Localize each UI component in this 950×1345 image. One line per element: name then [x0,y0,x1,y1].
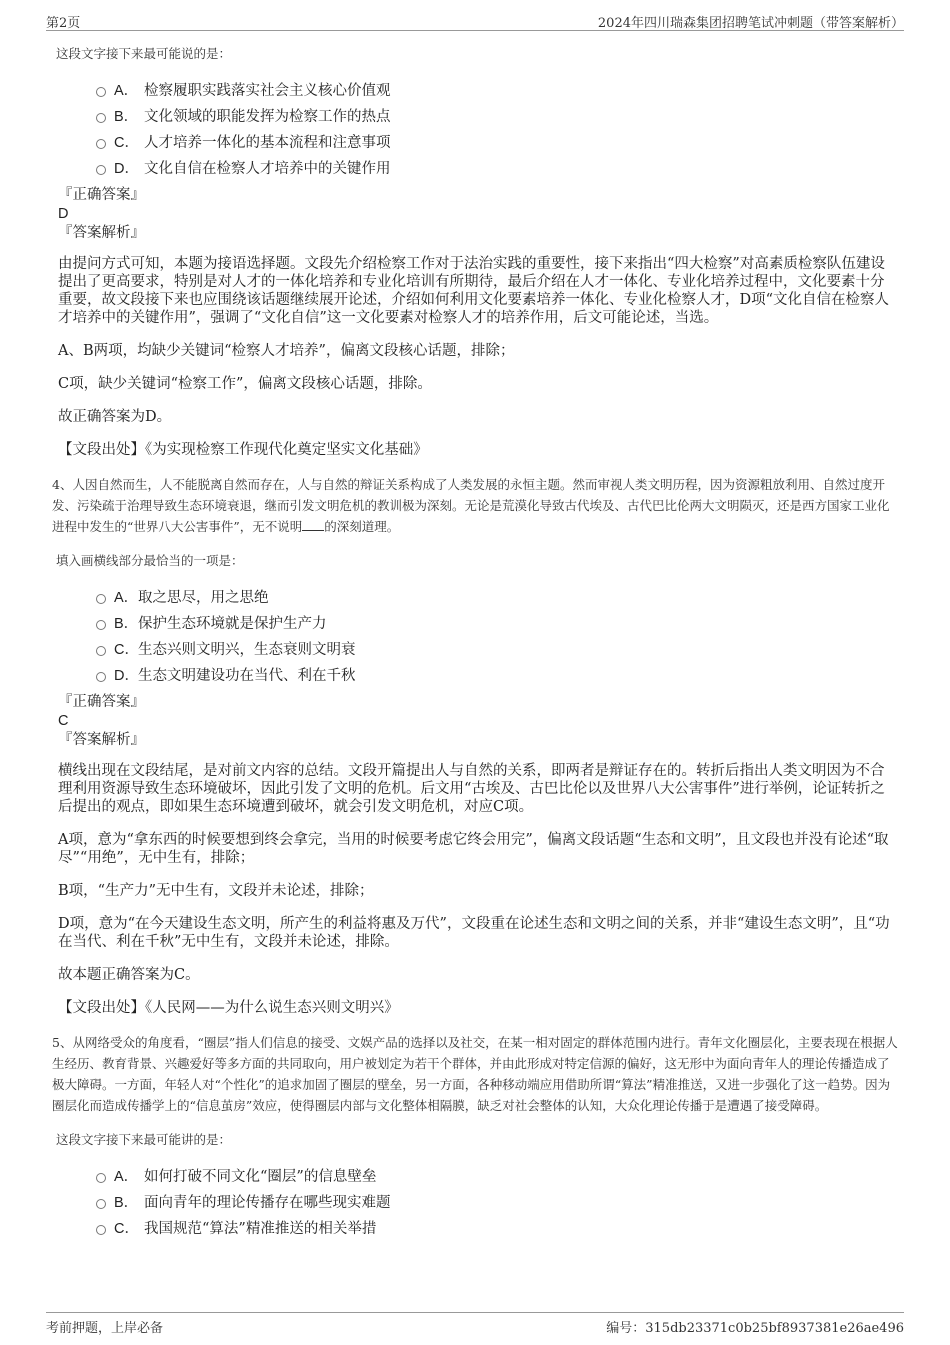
page-header [46,8,904,31]
option-letter: B． [114,108,139,125]
option-text: 取之思尽，用之思绝 [138,589,269,606]
option-letter: D． [114,160,139,177]
radio-icon[interactable] [96,594,106,604]
option-letter: B． [114,1194,139,1211]
document-title: 2024年四川瑞森集团招聘笔试冲刺题（带答案解析） [597,16,904,31]
option-letter: A． [114,589,139,606]
option-text: 检察履职实践落实社会主义核心价值观 [144,82,391,99]
q3-analysis-conclusion: 故正确答案为D。 [58,409,172,425]
q4-prompt: 填入画横线部分最恰当的一项是： [56,553,244,568]
q4-option-d[interactable] [96,661,898,687]
radio-icon[interactable] [96,620,106,630]
q4-analysis-main: 横线出现在文段结尾，是对前文内容的总结。文段开篇提出人与自然的关系，即两者是辩证存在的。转折后指出人类文明因为不合理利用资源导致生态环境破坏，因此引发了文明的危机。后文用“古埃及、古巴比伦以及世界八大公害事件”进行举例，论证转折之后提出的观点，即如果生态环境遭到破坏，就会引发文明危机，对应C项。 [58,763,885,815]
q4-option-b[interactable] [96,609,898,635]
option-letter: A． [114,1168,139,1185]
option-text: 如何打破不同文化“圈层”的信息壁垒 [144,1168,377,1185]
option-text: 生态文明建设功在当代、利在千秋 [138,667,356,684]
option-text: 我国规范“算法”精准推送的相关举措 [144,1220,377,1237]
q3-analysis-c: C项，缺少关键词“检察工作”，偏离文段核心话题，排除。 [58,376,432,392]
footer-slogan: 考前押题，上岸必备 [46,1321,164,1336]
q4-blank [302,518,324,531]
q3-option-a[interactable] [96,76,898,102]
q5-option-a[interactable] [96,1162,898,1188]
option-text: 面向青年的理论传播存在哪些现实难题 [144,1194,391,1211]
option-text: 保护生态环境就是保护生产力 [138,615,327,632]
q5-options [96,1162,898,1240]
radio-icon[interactable] [96,672,106,682]
q4-options [96,583,898,687]
option-letter: C． [114,641,139,658]
option-text: 人才培养一体化的基本流程和注意事项 [144,134,391,151]
page-footer [46,1312,904,1337]
radio-icon[interactable] [96,87,106,97]
q3-option-c[interactable] [96,128,898,154]
q3-source: 【文段出处】《为实现检察工作现代化奠定坚实文化基础》 [58,442,428,458]
q3-analysis-label: 『答案解析』 [58,225,145,241]
radio-icon[interactable] [96,646,106,656]
q4-analysis-d: D项，意为“在今天建设生态文明，所产生的利益将惠及万代”，文段重在论述生态和文明之间的关系，并非“建设生态文明”，且“功在当代、利在千秋”无中生有，文段并未论述，排除。 [58,916,890,950]
q5-option-b[interactable] [96,1188,898,1214]
q4-stem [52,474,898,537]
q3-option-d[interactable] [96,154,898,180]
q5-stem: 5、从网络受众的角度看，“圈层”指人们信息的接受、文娱产品的选择以及社交，在某一相对固定的群体范围内进行。青年文化圈层化，主要表现在根据人生经历、教育背景、兴趣爱好等多方面的共同取向，用户被划定为若干个群体，并由此形成对特定信源的偏好，这无形中为面向青年人的理论传播造成了极大障碍。一方面，年轻人对“个性化”的追求加固了圈层的壁垒，另一方面，各种移动端应用借助所谓“算法”精准推送，又进一步强化了这一趋势。因为圈层化而造成传播学上的“信息茧房”效应，使得圈层内部与文化整体相隔膜，缺乏对社会整体的认知，大众化理论传播于是遭遇了接受障碍。 [52,1035,898,1113]
q3-option-b[interactable] [96,102,898,128]
q4-stem-end: 的深刻道理。 [324,519,400,534]
q4-option-a[interactable] [96,583,898,609]
option-text: 文化自信在检察人才培养中的关键作用 [144,160,391,177]
q4-analysis-conclusion: 故本题正确答案为C。 [58,967,200,983]
radio-icon[interactable] [96,1173,106,1183]
radio-icon[interactable] [96,1225,106,1235]
q4-analysis-a: A项，意为“拿东西的时候要想到终会拿完，当用的时候要考虑它终会用完”，偏离文段话题“生态和文明”，且文段也并没有论述“取尽”“用绝”，无中生有，排除； [58,832,889,866]
q3-options [96,76,898,180]
option-letter: C． [114,134,139,151]
q3-prompt: 这段文字接下来最可能说的是： [56,46,232,61]
radio-icon[interactable] [96,139,106,149]
radio-icon[interactable] [96,1199,106,1209]
q4-stem-text: 4、人因自然而生，人不能脱离自然而存在，人与自然的辩证关系构成了人类发展的永恒主题。然而审视人类文明历程，因为资源粗放利用、自然过度开发、污染疏于治理导致生态环境衰退，继而引发文明危机的教训极为深刻。无论是荒漠化导致古代埃及、古代巴比伦两大文明陨灭，还是西方国家工业化进程中发生的“世界八大公害事件”，无不说明 [52,477,890,534]
radio-icon[interactable] [96,113,106,123]
q5-prompt: 这段文字接下来最可能讲的是： [56,1132,232,1147]
option-letter: B． [114,615,139,632]
q3-analysis-ab: A、B两项，均缺少关键词“检察人才培养”，偏离文段核心话题，排除； [58,343,515,359]
option-letter: A． [114,82,139,99]
option-letter: C． [114,1220,139,1237]
option-letter: D． [114,667,139,684]
q3-answer-label: 『正确答案』 [58,187,145,203]
q5-option-c[interactable] [96,1214,898,1240]
q3-analysis-main: 由提问方式可知，本题为接语选择题。文段先介绍检察工作对于法治实践的重要性，接下来指出“四大检察”对高素质检察队伍建设提出了更高要求，特别是对人才的一体化培养和专业化培训有所期待，最后介绍在人才一体化、专业化培养过程中，文化要素十分重要，故文段接下来也应围绕该话题继续展开论述，介绍如何利用文化要素培养一体化、专业化检察人才，D项“文化自信在检察人才培养中的关键作用”，强调了“文化自信”这一文化要素对检察人才的培养作用，后文可能论述，当选。 [58,256,890,326]
q4-answer: C [58,713,69,729]
q4-source: 【文段出处】《人民网——为什么说生态兴则文明兴》 [58,1000,399,1016]
footer-code: 编号：315db23371c0b25bf8937381e26ae496 [606,1321,904,1336]
radio-icon[interactable] [96,165,106,175]
option-text: 生态兴则文明兴，生态衰则文明衰 [138,641,356,658]
option-text: 文化领域的职能发挥为检察工作的热点 [144,108,391,125]
page-number: 第2页 [46,16,81,31]
page-content [52,44,898,1240]
q4-option-c[interactable] [96,635,898,661]
q4-answer-label: 『正确答案』 [58,694,145,710]
q3-answer: D [58,206,69,222]
q4-analysis-b: B项，“生产力”无中生有，文段并未论述，排除； [58,883,374,899]
q4-analysis-label: 『答案解析』 [58,732,145,748]
